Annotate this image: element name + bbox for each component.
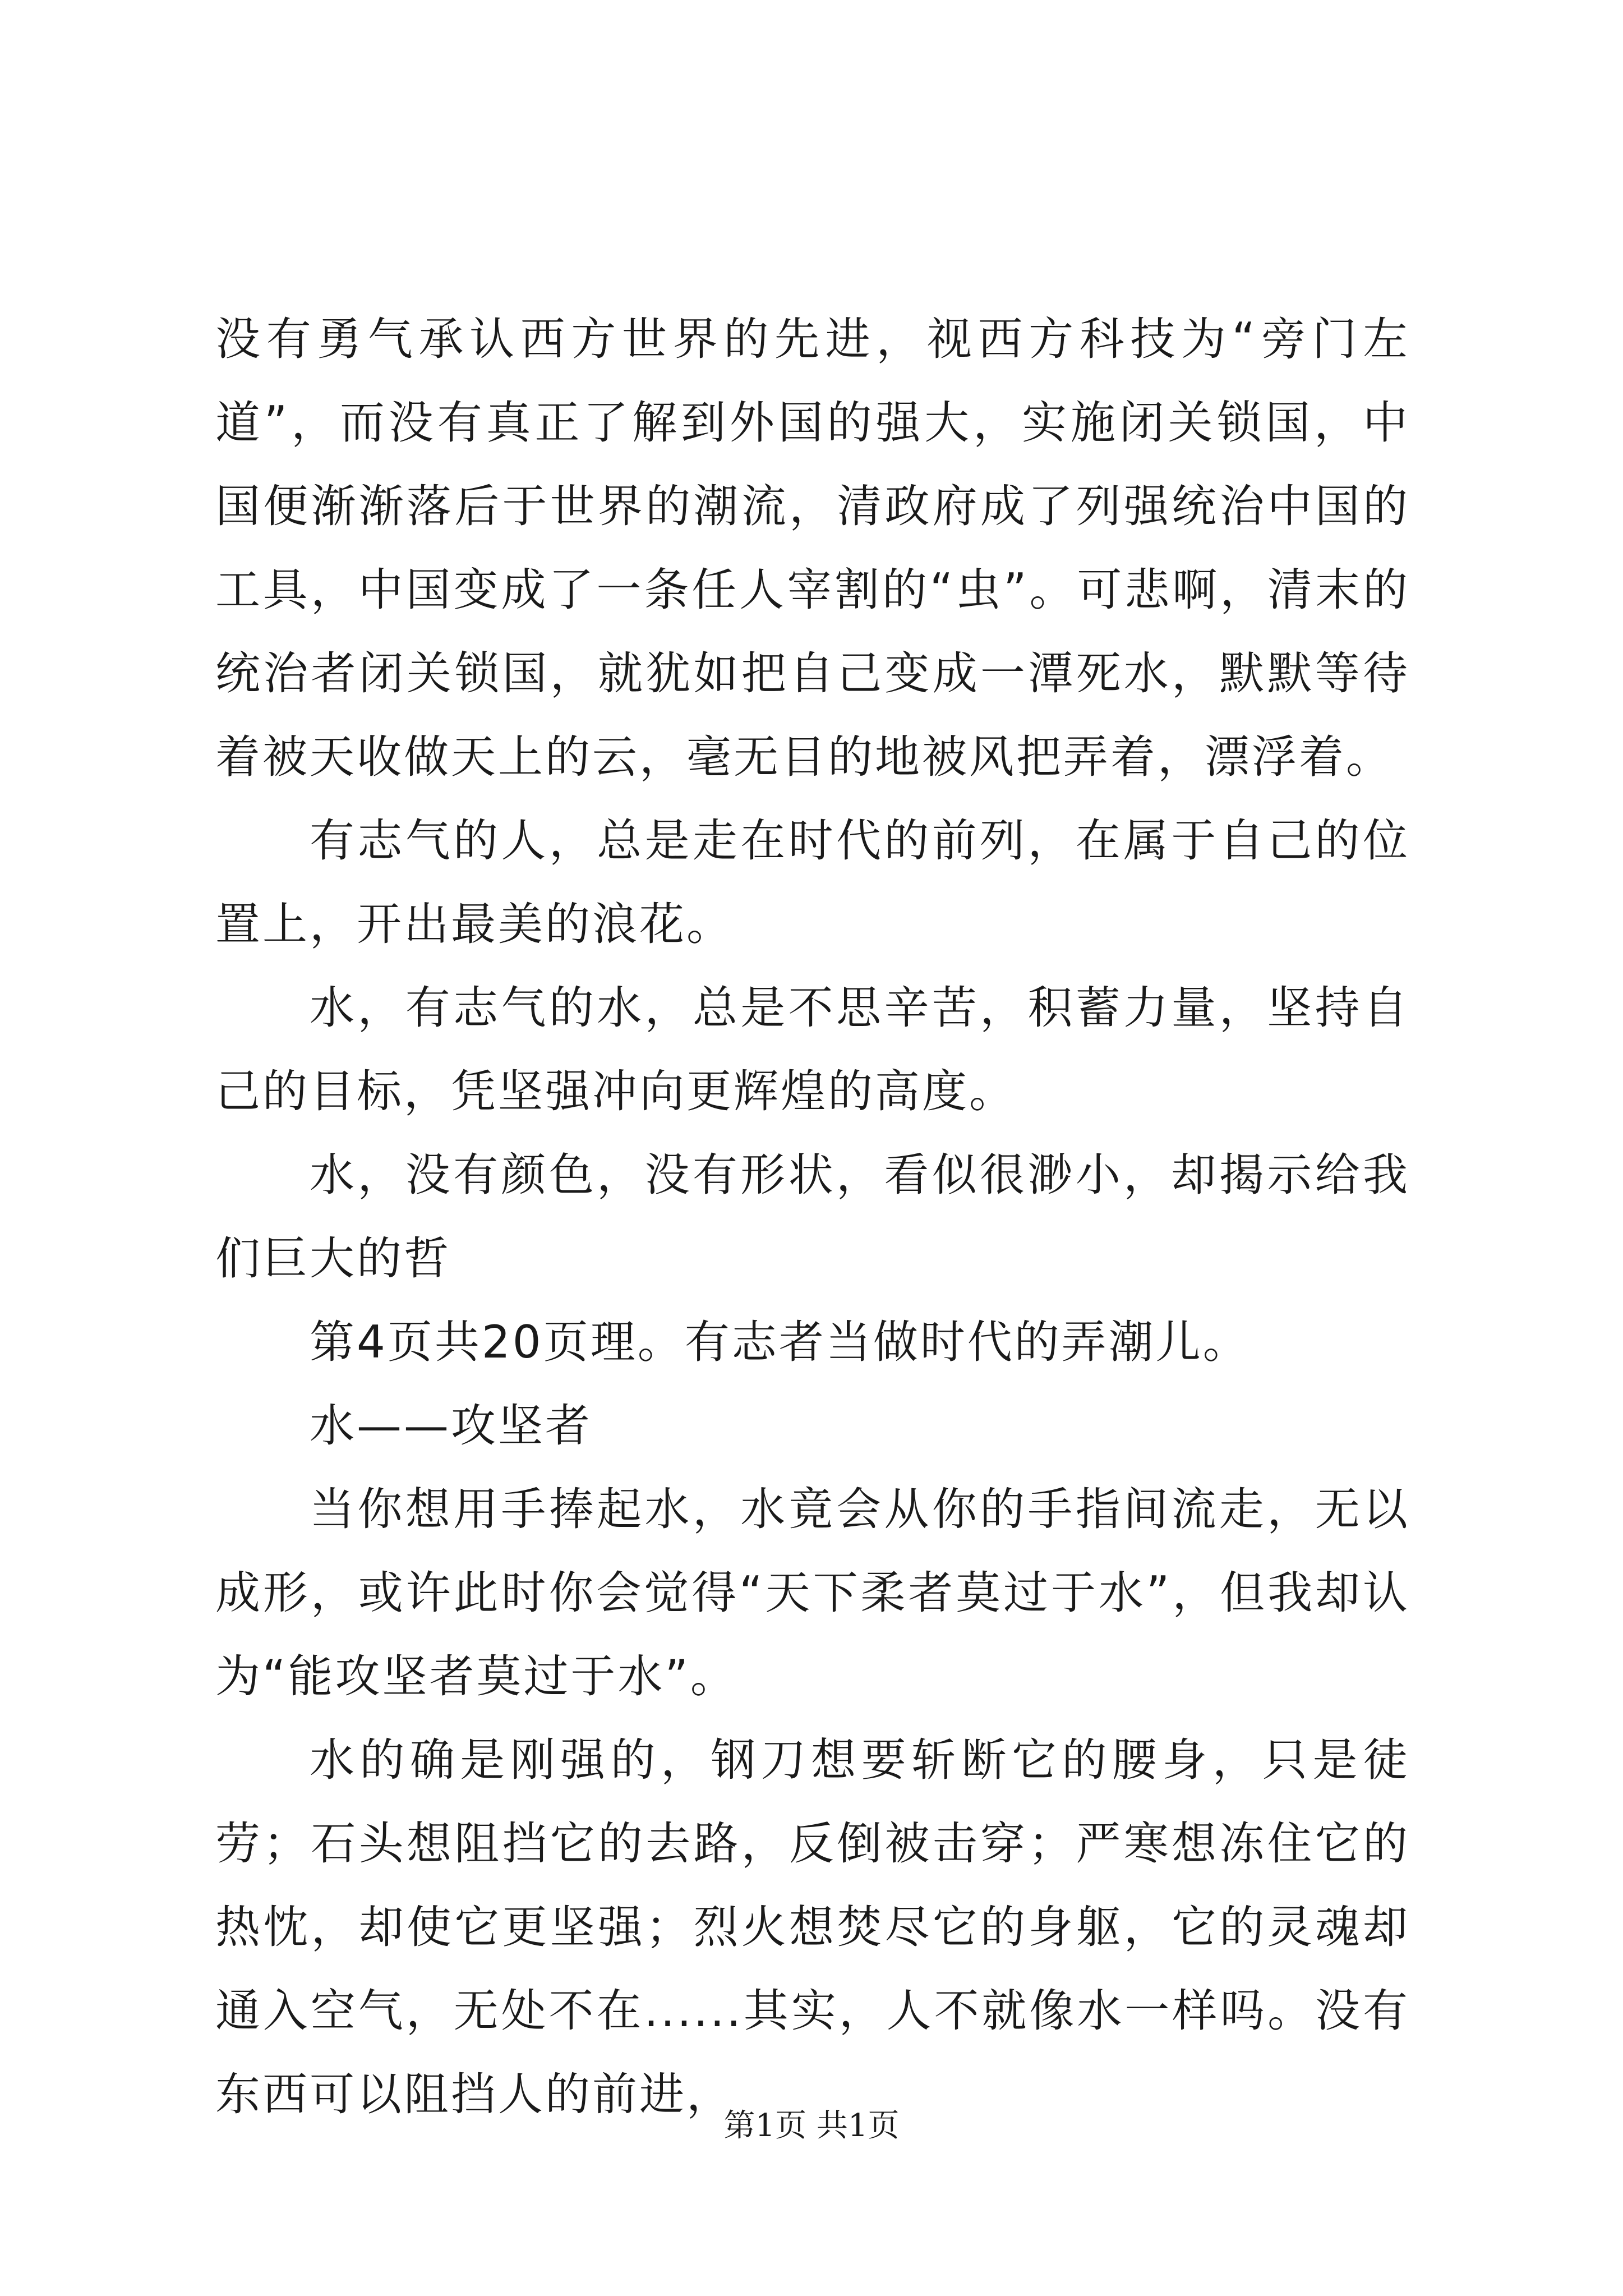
page-footer: 第1页 共1页: [723, 2108, 900, 2144]
section-heading: 水——攻坚者: [310, 1400, 592, 1452]
paragraph-4: 水，没有颜色，没有形状，看似很渺小，却揭示给我们巨大的哲: [215, 1149, 1410, 1285]
paragraph-3: 水，有志气的水，总是不思辛苦，积蓄力量，坚持自己的目标，凭坚强冲向更辉煌的高度。: [215, 982, 1410, 1117]
paragraph-5: 第4页共20页理。有志者当做时代的弄潮儿。: [310, 1316, 1250, 1368]
paragraph-2: 有志气的人，总是走在时代的前列，在属于自己的位置上，开出最美的浪花。: [215, 815, 1410, 950]
paragraph-6: 当你想用手捧起水，水竟会从你的手指间流走，无以成形，或许此时你会觉得“天下柔者莫过于水”，但我却认为“能攻坚者莫过于水”。: [215, 1483, 1410, 1703]
paragraph-7: 水的确是刚强的，钢刀想要斩断它的腰身，只是徒劳；石头想阻挡它的去路，反倒被击穿；严寒想冻住它的热忱，却使它更坚强；烈火想焚尽它的身躯，它的灵魂却通入空气，无处不在......其实，人不就像水一样吗。没有东西可以阻挡人的前进，: [215, 1734, 1410, 2120]
document-body: [215, 297, 1410, 2136]
paragraph-1: 没有勇气承认西方世界的先进，视西方科技为“旁门左道”，而没有真正了解到外国的强大，实施闭关锁国，中国便渐渐落后于世界的潮流，清政府成了列强统治中国的工具，中国变成了一条任人宰割的“虫”。可悲啊，清末的统治者闭关锁国，就犹如把自己变成一潭死水，默默等待着被天收做天上的云，毫无目的地被风把弄着，漂浮着。: [215, 313, 1410, 783]
